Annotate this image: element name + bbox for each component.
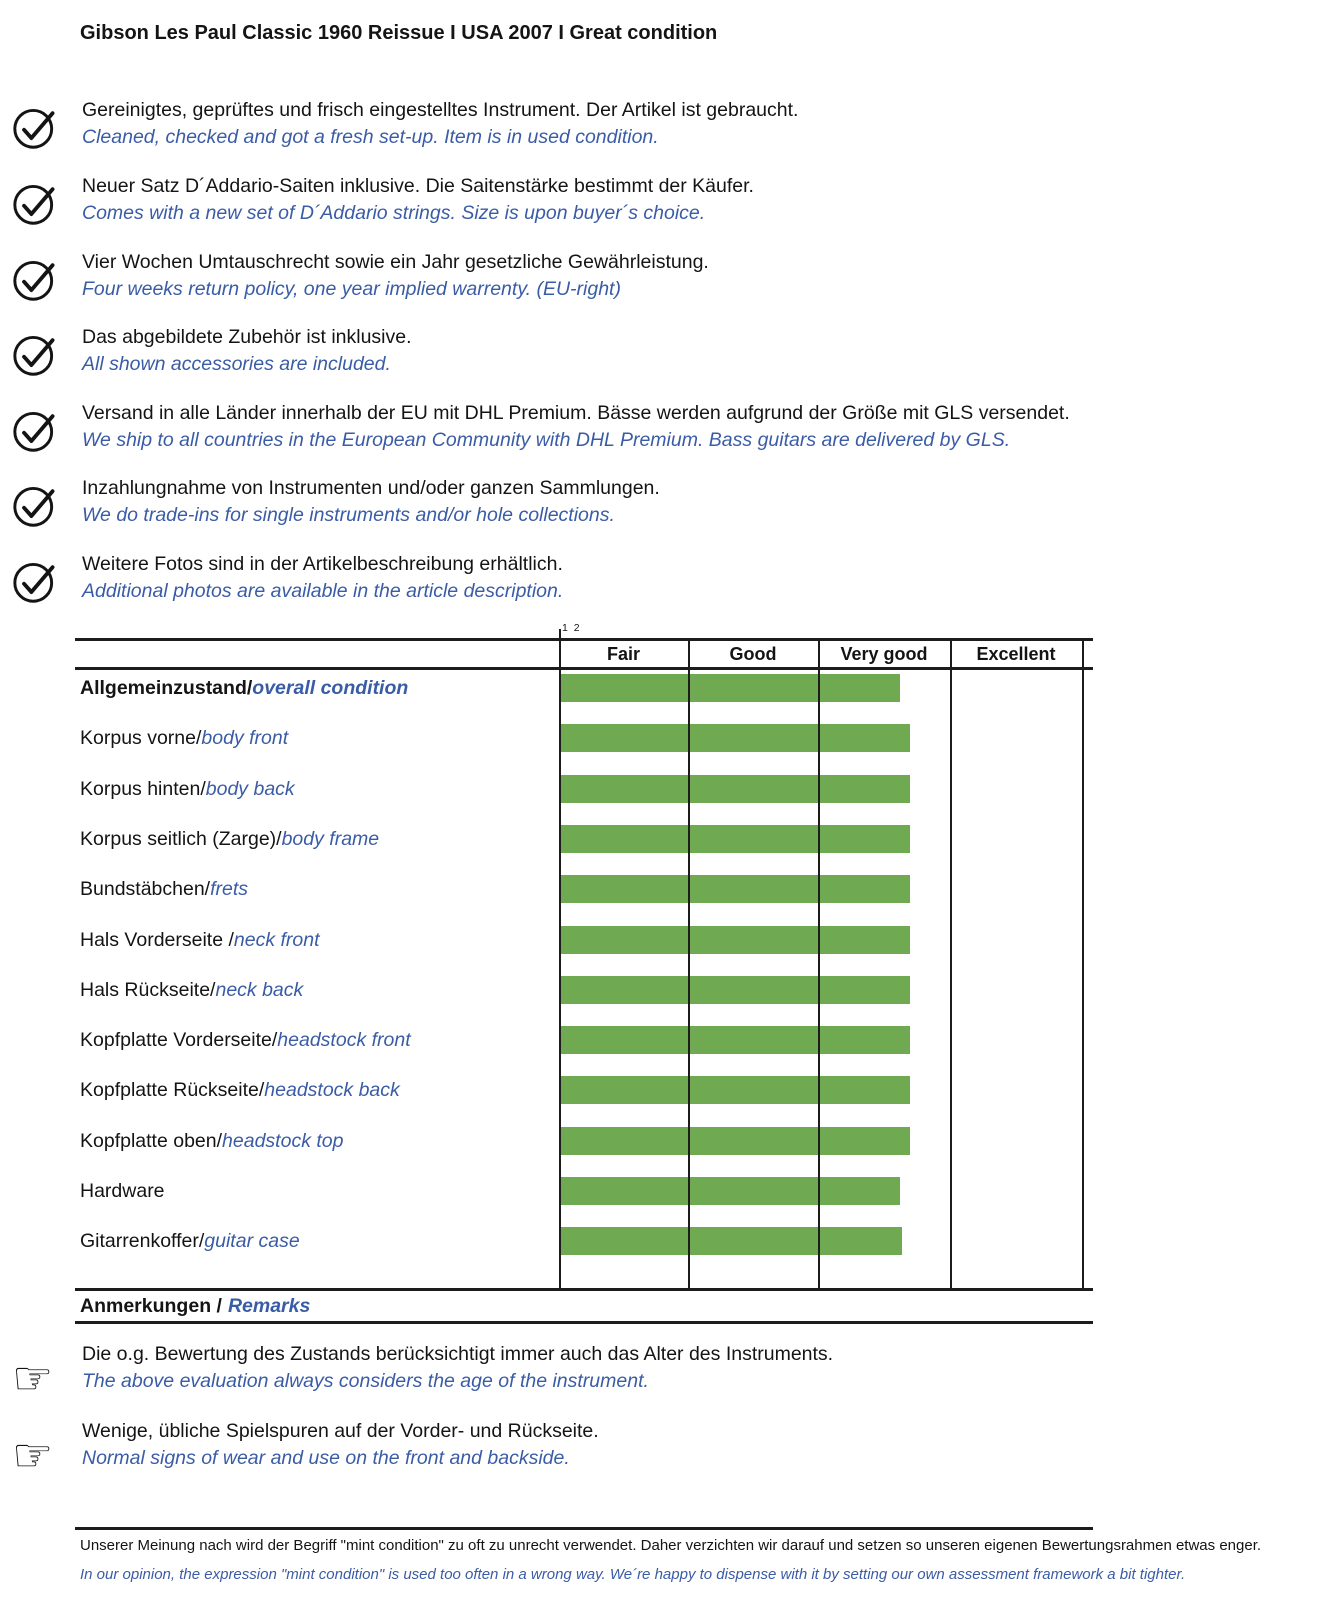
remark-text-de: Die o.g. Bewertung des Zustands berücksichtigt immer auch das Alter des Instruments.: [82, 1343, 834, 1365]
checklist-text: [82, 400, 1323, 454]
rating-bar: [561, 875, 910, 903]
remark-text: [82, 1341, 1322, 1395]
checklist-text-en: Comes with a new set of D´Addario strings. Size is upon buyer´s choice.: [82, 202, 706, 224]
remarks-underline: [75, 1321, 1093, 1324]
checklist-text-en: Cleaned, checked and got a fresh set-up. Item is in used condition.: [82, 126, 659, 148]
condition-table: [75, 622, 1085, 1291]
row-label-de: Hals Vorderseite /: [80, 928, 234, 951]
table-row-label: [80, 1127, 343, 1155]
row-label-de: Kopfplatte Rückseite/: [80, 1078, 265, 1101]
remarks-title-de: Anmerkungen /: [80, 1295, 222, 1317]
checklist-item: [13, 551, 1323, 605]
table-row-label: [80, 674, 408, 702]
row-label-de: Allgemeinzustand/: [80, 676, 253, 699]
table-column-line: [818, 638, 820, 1290]
pointing-hand-icon: ☞: [12, 1351, 54, 1405]
checklist-text-en: We do trade-ins for single instruments and/or hole collections.: [82, 504, 615, 526]
remark-text-en: Normal signs of wear and use on the front and backside.: [82, 1447, 570, 1469]
rating-bar: [561, 1227, 902, 1255]
table-column-line: [688, 638, 690, 1290]
t-bottom-border: [75, 1288, 1093, 1291]
footer-text-de: Unserer Meinung nach wird der Begriff "mint condition" zu oft zu unrecht verwendet. Daher verzichten wir darauf und setzen so unseren eigenen Bewertungsrahmen etwas enger.: [80, 1537, 1262, 1554]
checklist-text-de: Vier Wochen Umtauschrecht sowie ein Jahr gesetzliche Gewährleistung.: [82, 251, 709, 273]
checklist-text-de: Neuer Satz D´Addario-Saiten inklusive. Die Saitenstärke bestimmt der Käufer.: [82, 175, 754, 197]
row-label-en: body back: [205, 777, 295, 800]
rating-bar: [561, 775, 910, 803]
pointing-hand-icon: ☞: [12, 1428, 54, 1482]
table-row-label: [80, 1227, 300, 1255]
check-circle-icon: [13, 180, 59, 226]
checklist-text: [82, 173, 1323, 227]
check-circle-icon: [13, 256, 59, 302]
checklist-text: [82, 324, 1323, 378]
rating-bar: [561, 825, 910, 853]
row-label-en: frets: [210, 877, 249, 900]
table-column-line: [1082, 638, 1084, 1290]
row-label-de: Kopfplatte Vorderseite/: [80, 1028, 278, 1051]
checklist-text-en: Additional photos are available in the article description.: [82, 580, 564, 602]
checklist-item: [13, 97, 1323, 151]
check-circle-icon: [13, 482, 59, 528]
checklist-item: [13, 324, 1323, 378]
row-label-en: guitar case: [204, 1229, 300, 1252]
table-row-label: [80, 1026, 411, 1054]
row-label-de: Hardware: [80, 1179, 165, 1202]
row-label-en: headstock back: [264, 1078, 400, 1101]
row-label-de: Korpus hinten/: [80, 777, 206, 800]
table-footnote: 1 2: [562, 622, 582, 634]
remark-text-de: Wenige, übliche Spielspuren auf der Vorder- und Rückseite.: [82, 1420, 599, 1442]
table-row-label: [80, 926, 320, 954]
rating-bar: [561, 976, 910, 1004]
row-label-en: body front: [201, 726, 289, 749]
table-row-label: [80, 1076, 400, 1104]
footer-separator-line: [75, 1527, 1093, 1530]
row-label-en: headstock top: [222, 1129, 344, 1152]
checklist-text-en: All shown accessories are included.: [82, 353, 391, 375]
rating-bar: [561, 1026, 910, 1054]
checklist-text-en: Four weeks return policy, one year implied warrenty. (EU-right): [82, 278, 621, 300]
remarks-title-en: Remarks: [227, 1295, 311, 1317]
table-header-fair: Fair: [606, 643, 640, 664]
checklist-item: [13, 249, 1323, 303]
checklist-text: [82, 97, 1323, 151]
row-label-de: Bundstäbchen/: [80, 877, 211, 900]
remark-item: [12, 1341, 1322, 1405]
rating-bar: [561, 926, 910, 954]
remark-item: [12, 1418, 1322, 1482]
table-row-label: [80, 775, 295, 803]
table-row-label: [80, 1177, 165, 1205]
remark-text: [82, 1418, 1322, 1472]
checklist-item: [13, 400, 1323, 454]
checklist-text-de: Gereinigtes, geprüftes und frisch eingestelltes Instrument. Der Artikel ist gebraucht.: [82, 99, 799, 121]
row-label-en: neck back: [215, 978, 304, 1001]
row-label-de: Kopfplatte oben/: [80, 1129, 223, 1152]
checklist-text-de: Inzahlungnahme von Instrumenten und/oder ganzen Sammlungen.: [82, 477, 660, 499]
table-column-line: [950, 638, 952, 1290]
row-label-en: neck front: [233, 928, 320, 951]
rating-bar: [561, 1127, 910, 1155]
remarks-section-title: [80, 1295, 310, 1318]
check-circle-icon: [13, 558, 59, 604]
table-header-very-good: Very good: [840, 643, 928, 664]
rating-bar: [561, 724, 910, 752]
check-circle-icon: [13, 407, 59, 453]
checklist-text: [82, 475, 1323, 529]
checklist-text-de: Weitere Fotos sind in der Artikelbeschreibung erhältlich.: [82, 553, 563, 575]
footer-text-en: In our opinion, the expression "mint condition" is used too often in a wrong way. We´re happy to dispense with it by setting our own assessment framework a bit tighter.: [80, 1566, 1186, 1583]
t-header-separator: [75, 667, 1093, 670]
checklist-text: [82, 551, 1323, 605]
rating-bar: [561, 674, 900, 702]
check-circle-icon: [13, 104, 59, 150]
checklist-text-de: Das abgebildete Zubehör ist inklusive.: [82, 326, 412, 348]
row-label-de: Hals Rückseite/: [80, 978, 216, 1001]
checklist-text-de: Versand in alle Länder innerhalb der EU mit DHL Premium. Bässe werden aufgrund der Größe mit GLS versendet.: [82, 402, 1070, 424]
checklist-item: [13, 173, 1323, 227]
checklist-text-en: We ship to all countries in the European Community with DHL Premium. Bass guitars are delivered by GLS.: [82, 429, 1011, 451]
row-label-de: Korpus seitlich (Zarge)/: [80, 827, 282, 850]
table-row-label: [80, 976, 303, 1004]
table-column-line: [559, 629, 561, 1290]
row-label-en: overall condition: [252, 676, 409, 699]
row-label-de: Gitarrenkoffer/: [80, 1229, 205, 1252]
remark-text-en: The above evaluation always considers the age of the instrument.: [82, 1370, 649, 1392]
table-row-label: [80, 875, 248, 903]
row-label-en: headstock front: [277, 1028, 411, 1051]
table-row-label: [80, 825, 379, 853]
row-label-en: body frame: [281, 827, 380, 850]
table-header-excellent: Excellent: [976, 643, 1056, 664]
page-title: Gibson Les Paul Classic 1960 Reissue I USA 2007 I Great condition: [80, 22, 718, 44]
table-header-good: Good: [729, 643, 777, 664]
rating-bar: [561, 1076, 910, 1104]
check-circle-icon: [13, 331, 59, 377]
rating-bar: [561, 1177, 900, 1205]
table-row-label: [80, 724, 288, 752]
checklist-text: [82, 249, 1323, 303]
checklist-item: [13, 475, 1323, 529]
row-label-de: Korpus vorne/: [80, 726, 202, 749]
